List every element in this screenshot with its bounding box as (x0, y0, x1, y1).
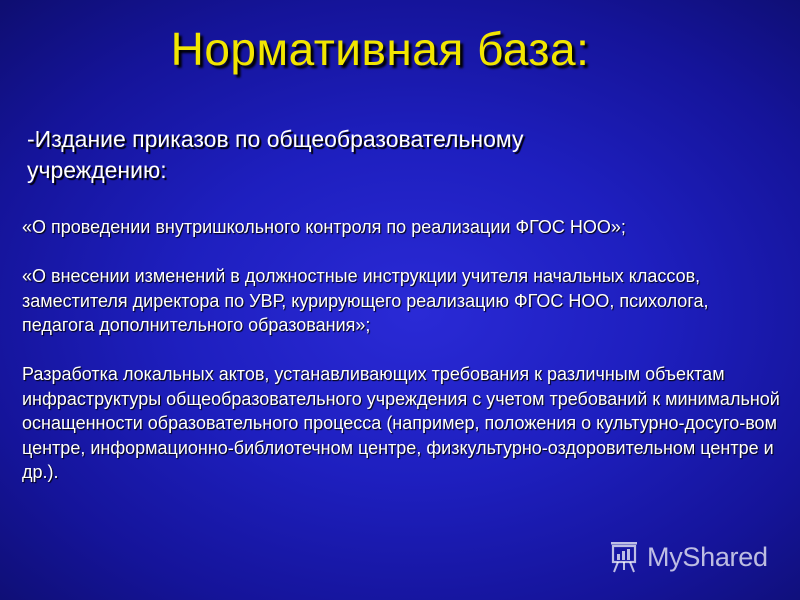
watermark-text: MyShared (647, 541, 768, 572)
slide-body (22, 215, 782, 509)
slide-subtitle: -Издание приказов по общеобразовательному учреждению: (27, 126, 524, 183)
slide-title: Нормативная база: (170, 23, 590, 75)
presentation-board-icon (606, 540, 642, 574)
paragraph-order-control: «О проведении внутришкольного контроля по реализации ФГОС НОО»; (22, 217, 626, 237)
paragraph-local-acts: Разработка локальных актов, устанавливающих требования к различным объектам инфраструктуры общеобразовательного учреждения с учетом требований к минимальной оснащенности образовательного процесса (например, положения о культурно-досуго-вом центре, информационно-библиотечном центре, физкультурно-оздоровительном центре и др.). (22, 364, 780, 482)
paragraph-order-job-descriptions: «О внесении изменений в должностные инструкции учителя начальных классов, заместителя директора по УВР, курирующего реализацию ФГОС НОО, психолога, педагога дополнительного образования»; (22, 266, 709, 335)
watermark-logo (606, 540, 768, 574)
